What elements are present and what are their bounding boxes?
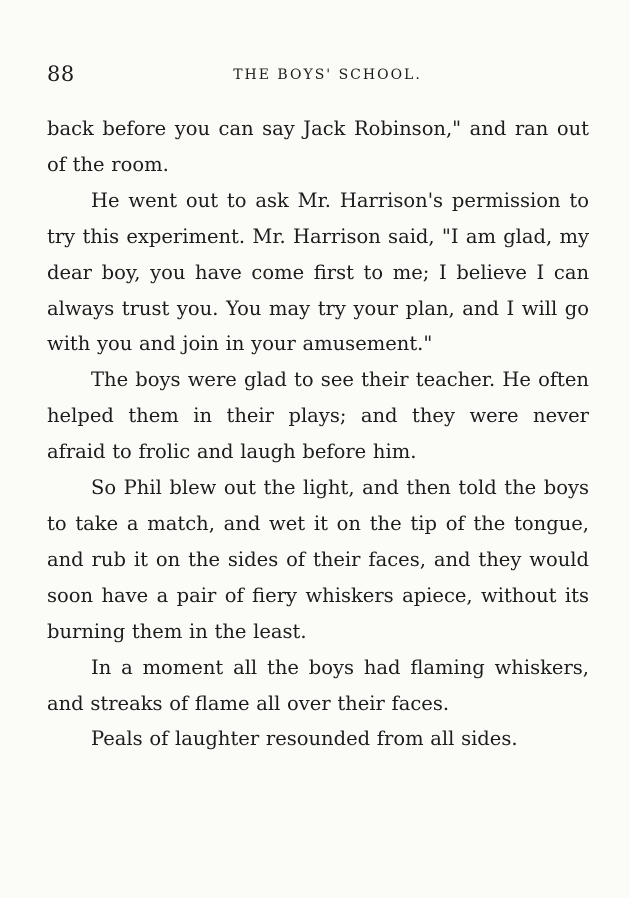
page-header: [47, 62, 588, 90]
paragraph-match-trick: So Phil blew out the light, and then told the boys to take a match, and wet it on the tip of the tongue, and rub it on the sides of their faces, and they would soon have a pair of fiery whiskers apiece, without its burning them in the least.: [47, 476, 589, 643]
body-text: [47, 111, 589, 757]
paragraph-laughter: Peals of laughter resounded from all sides.: [91, 727, 518, 751]
paragraph-continuation: back before you can say Jack Robinson," and ran out of the room.: [47, 117, 589, 176]
running-title: THE BOYS' SCHOOL.: [233, 67, 422, 83]
paragraph-flaming-whiskers: In a moment all the boys had flaming whiskers, and streaks of flame all over their faces.: [47, 655, 589, 715]
page-number: 88: [47, 62, 75, 86]
paragraph-teacher: The boys were glad to see their teacher. He often helped them in their plays; and they were never afraid to frolic and laugh before him.: [47, 368, 589, 464]
paragraph-permission: He went out to ask Mr. Harrison's permission to try this experiment. Mr. Harrison said, "I am glad, my dear boy, you have come first to me; I believe I can always trust you. You may try your plan, and I will go with you and join in your amusement.": [47, 188, 589, 356]
